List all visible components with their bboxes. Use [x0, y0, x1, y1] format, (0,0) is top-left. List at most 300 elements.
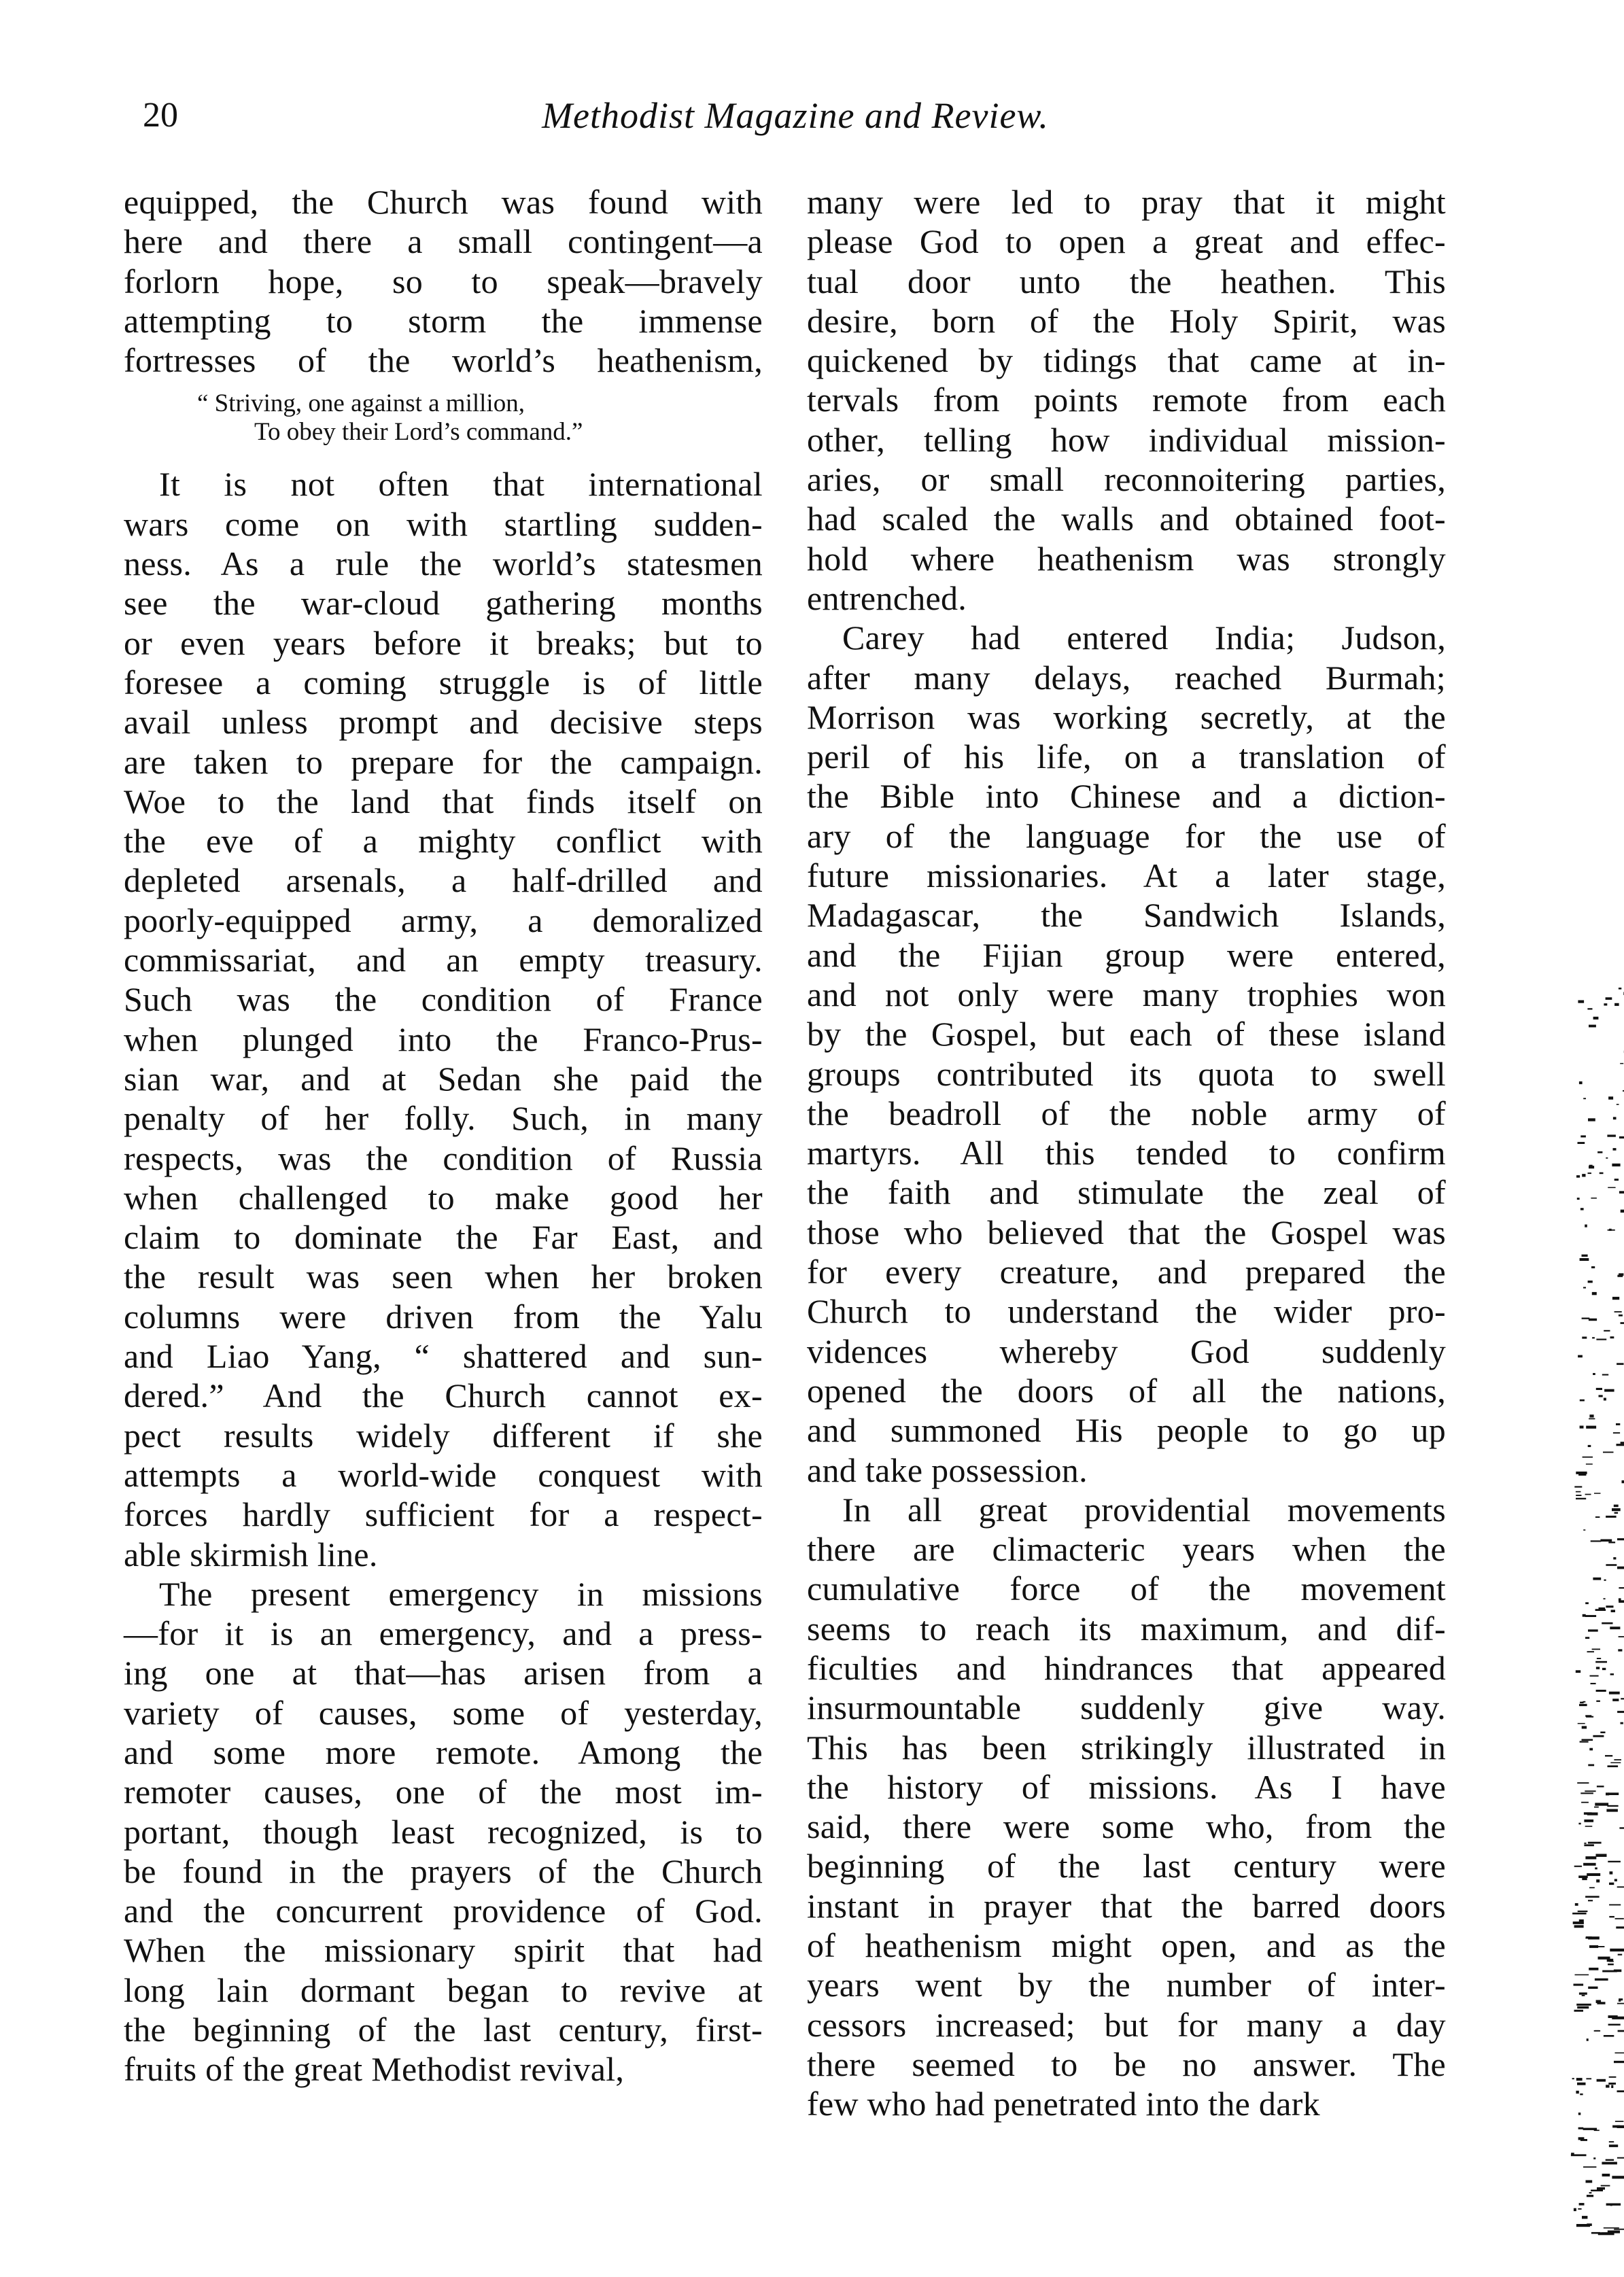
- scan-speck: [1609, 1916, 1614, 1917]
- text-line: able skirmish line.: [124, 1535, 378, 1574]
- scan-speck: [1617, 2003, 1624, 2004]
- text-line: respects, was the condition of Russia: [124, 1138, 763, 1177]
- scan-speck: [1588, 1987, 1597, 1989]
- text-line: by the Gospel, but each of these island: [807, 1015, 1446, 1054]
- scan-speck: [1609, 1905, 1621, 1906]
- text-line: Woe to the land that finds itself on: [124, 782, 763, 820]
- scan-speck: [1583, 2128, 1597, 2130]
- scan-speck: [1603, 1452, 1614, 1453]
- scan-speck: [1577, 2006, 1589, 2009]
- scan-speck: [1586, 2078, 1591, 2079]
- text-line: those who believed that the Gospel was: [807, 1213, 1446, 1251]
- text-line: forces hardly sufficient for a respect-: [124, 1495, 763, 1534]
- scan-speck: [1589, 1166, 1594, 1168]
- scan-speck: [1619, 1827, 1624, 1828]
- left-column-body-lines: [124, 464, 763, 2089]
- scan-speck: [1585, 1637, 1589, 1639]
- scan-speck: [1622, 1480, 1624, 1483]
- text-line: said, there were some who, from the: [807, 1807, 1446, 1846]
- scan-speck: [1578, 1911, 1588, 1912]
- scan-speck: [1577, 2083, 1586, 2085]
- scan-speck: [1572, 1913, 1587, 1915]
- scan-speck: [1609, 2141, 1614, 2142]
- text-line: tervals from points remote from each: [807, 381, 1446, 419]
- scan-speck: [1578, 1001, 1584, 1003]
- text-line: quickened by tidings that came at in-: [807, 341, 1446, 380]
- text-line: and take possession.: [807, 1450, 1088, 1489]
- text-line: vidences whereby God suddenly: [807, 1332, 1446, 1370]
- right-column-body-lines: [807, 182, 1446, 2124]
- scan-speck: [1594, 1807, 1599, 1808]
- page-number: 20: [143, 96, 178, 135]
- scan-speck: [1599, 1395, 1603, 1397]
- scan-speck: [1611, 1610, 1615, 1612]
- scan-speck: [1606, 2085, 1609, 2087]
- scan-speck: [1619, 988, 1621, 990]
- text-line: seems to reach its maximum, and dif-: [807, 1609, 1446, 1648]
- scan-speck: [1608, 1096, 1613, 1099]
- scan-speck: [1609, 1883, 1614, 1885]
- running-head: Methodist Magazine and Review.: [542, 95, 1049, 136]
- text-line: attempts a world-wide conquest with: [124, 1455, 763, 1494]
- text-line: ness. As a rule the world’s statesmen: [124, 544, 763, 583]
- scan-speck: [1579, 1081, 1583, 1084]
- scan-edge-noise: [1550, 986, 1624, 2243]
- scan-speck: [1582, 1337, 1587, 1339]
- text-line: ficulties and hindrances that appeared: [807, 1648, 1446, 1687]
- text-line: forlorn hope, so to speak—bravely: [124, 262, 763, 300]
- scan-speck: [1602, 2174, 1610, 2176]
- scan-speck: [1607, 1134, 1616, 1136]
- scan-speck: [1588, 1172, 1592, 1174]
- scan-speck: [1591, 2190, 1603, 2192]
- scan-speck: [1595, 1609, 1606, 1611]
- scan-speck: [1587, 1813, 1598, 1815]
- scan-speck: [1576, 1495, 1581, 1496]
- scan-speck: [1585, 1494, 1591, 1495]
- scan-speck: [1587, 1873, 1600, 1876]
- scan-speck: [1588, 1765, 1594, 1767]
- scan-speck: [1593, 1373, 1595, 1375]
- scan-speck: [1581, 1802, 1589, 1803]
- scan-speck: [1606, 1809, 1618, 1812]
- scan-speck: [1589, 1968, 1598, 1970]
- text-line: avail unless prompt and decisive steps: [124, 703, 763, 742]
- scan-speck: [1596, 1388, 1602, 1390]
- scan-speck: [1596, 1667, 1600, 1669]
- text-line: the faith and stimulate the zeal of: [807, 1173, 1446, 1212]
- scan-speck: [1602, 1374, 1608, 1376]
- scan-speck: [1614, 1003, 1619, 1006]
- scan-speck: [1587, 2038, 1589, 2041]
- verse-quotation: [124, 389, 763, 447]
- scan-speck: [1571, 2154, 1587, 2156]
- text-line: ing one at that—has arisen from a: [124, 1654, 763, 1692]
- scan-speck: [1602, 1622, 1612, 1624]
- scan-speck: [1580, 1258, 1589, 1261]
- scan-speck: [1605, 1755, 1612, 1756]
- scan-speck: [1574, 1486, 1582, 1487]
- text-line: had scaled the walls and obtained foot-: [807, 500, 1446, 538]
- text-line: please God to open a great and effec-: [807, 222, 1446, 261]
- text-line: tual door unto the heathen. This: [807, 262, 1446, 300]
- text-line: claim to dominate the Far East, and: [124, 1218, 763, 1257]
- scan-speck: [1585, 1790, 1595, 1792]
- scan-speck: [1600, 1732, 1605, 1734]
- scan-speck: [1606, 997, 1612, 1000]
- scan-speck: [1594, 1493, 1601, 1494]
- scan-speck: [1576, 2078, 1583, 2081]
- scan-speck: [1617, 1567, 1624, 1569]
- scan-speck: [1588, 1445, 1591, 1447]
- scan-speck: [1587, 1651, 1595, 1652]
- scan-speck: [1588, 1900, 1593, 1901]
- text-line: When the missionary spirit that had: [124, 1931, 763, 1970]
- scan-speck: [1582, 1174, 1585, 1177]
- text-line: entrenched.: [807, 578, 967, 617]
- scan-speck: [1617, 1886, 1624, 1888]
- text-line: Church to understand the wider pro-: [807, 1292, 1446, 1331]
- scan-speck: [1584, 1844, 1594, 1846]
- text-line: when plunged into the Franco-Prus-: [124, 1020, 763, 1058]
- scan-speck: [1585, 1615, 1596, 1617]
- scan-speck: [1591, 1198, 1597, 1199]
- scan-speck: [1618, 1649, 1622, 1651]
- text-line: aries, or small reconnoitering parties,: [807, 460, 1446, 499]
- text-line: for every creature, and prepared the: [807, 1253, 1446, 1291]
- text-line: here and there a small contingent—a: [124, 222, 763, 261]
- scan-speck: [1583, 1529, 1585, 1531]
- scan-speck: [1578, 1875, 1588, 1878]
- scan-speck: [1614, 1759, 1621, 1760]
- text-line: and the Fijian group were entered,: [807, 935, 1446, 974]
- scan-speck: [1574, 1925, 1584, 1928]
- scan-speck: [1614, 1512, 1619, 1514]
- scan-speck: [1584, 1820, 1593, 1822]
- scan-speck: [1579, 1919, 1584, 1922]
- scan-speck: [1583, 1701, 1585, 1703]
- text-line: the history of missions. As I have: [807, 1767, 1446, 1806]
- scan-speck: [1583, 1098, 1586, 1099]
- scan-speck: [1596, 1701, 1600, 1702]
- scan-speck: [1585, 1826, 1593, 1827]
- text-line: the eve of a mighty conflict with: [124, 822, 763, 861]
- text-line: desire, born of the Holy Spirit, was: [807, 301, 1446, 340]
- scan-speck: [1611, 2085, 1613, 2089]
- scan-speck: [1580, 1741, 1589, 1742]
- scan-speck: [1617, 1538, 1624, 1540]
- scan-speck: [1595, 1867, 1597, 1869]
- scan-speck: [1608, 2024, 1621, 2026]
- scan-speck: [1578, 2127, 1584, 2130]
- scan-speck: [1589, 1887, 1595, 1888]
- scan-speck: [1586, 1426, 1596, 1429]
- scan-speck: [1606, 1564, 1617, 1566]
- scan-speck: [1573, 1922, 1584, 1924]
- scan-speck: [1580, 2093, 1583, 2095]
- scan-speck: [1619, 1315, 1623, 1317]
- scan-speck: [1618, 2030, 1624, 2032]
- text-line: the beadroll of the noble army of: [807, 1094, 1446, 1132]
- scan-speck: [1579, 1992, 1587, 1994]
- scan-speck: [1606, 2204, 1621, 2206]
- text-line: poorly-equipped army, a demoralized: [124, 901, 763, 939]
- scan-speck: [1589, 2192, 1592, 2193]
- scan-speck: [1621, 1210, 1624, 1213]
- scan-speck: [1604, 1598, 1606, 1599]
- scan-speck: [1617, 2157, 1624, 2159]
- scan-speck: [1595, 1979, 1608, 1981]
- scan-speck: [1608, 1964, 1614, 1966]
- scan-speck: [1572, 2078, 1574, 2079]
- text-line: ary of the language for the use of: [807, 816, 1446, 855]
- text-line: and not only were many trophies won: [807, 975, 1446, 1013]
- scan-speck: [1585, 1896, 1600, 1898]
- scan-speck: [1617, 1711, 1624, 1713]
- scan-speck: [1614, 2061, 1624, 2063]
- scan-speck: [1621, 1722, 1623, 1724]
- scan-speck: [1576, 1670, 1580, 1673]
- scan-speck: [1600, 1172, 1604, 1175]
- scan-speck: [1612, 1164, 1620, 1166]
- scan-speck: [1589, 1414, 1593, 1417]
- scan-speck: [1576, 1498, 1586, 1499]
- scan-speck: [1619, 1600, 1624, 1603]
- scan-speck: [1592, 1292, 1597, 1295]
- scan-speck: [1609, 2076, 1617, 2078]
- scan-speck: [1614, 1179, 1619, 1181]
- scan-speck: [1616, 1926, 1624, 1928]
- scan-speck: [1597, 2079, 1606, 2082]
- scan-speck: [1610, 1627, 1620, 1629]
- scan-speck: [1580, 1208, 1584, 1210]
- scan-speck: [1621, 1322, 1624, 1324]
- scan-speck: [1619, 1998, 1623, 2000]
- scan-speck: [1580, 1792, 1593, 1794]
- scan-speck: [1578, 2113, 1581, 2115]
- scan-speck: [1609, 2144, 1618, 2147]
- scan-speck: [1586, 1936, 1592, 1939]
- scan-speck: [1596, 1854, 1607, 1857]
- scan-speck: [1604, 2035, 1614, 2037]
- scan-speck: [1574, 1866, 1582, 1867]
- scan-speck: [1587, 2195, 1593, 2197]
- scan-speck: [1586, 2180, 1593, 2183]
- scan-speck: [1595, 1661, 1607, 1663]
- scan-speck: [1596, 2000, 1602, 2004]
- text-line: hold where heathenism was strongly: [807, 539, 1446, 578]
- scan-speck: [1576, 2224, 1590, 2227]
- scan-speck: [1608, 2083, 1616, 2085]
- scan-speck: [1589, 1748, 1593, 1751]
- text-line: there seemed to be no answer. The: [807, 2045, 1446, 2083]
- scan-speck: [1582, 1739, 1593, 1741]
- text-line: foresee a coming struggle is of little: [124, 663, 763, 701]
- text-line: Madagascar, the Sandwich Islands,: [807, 896, 1446, 935]
- scan-speck: [1592, 1649, 1600, 1650]
- scan-speck: [1580, 1400, 1585, 1402]
- text-line: opened the doors of all the nations,: [807, 1371, 1446, 1410]
- scan-speck: [1601, 2185, 1610, 2187]
- text-line: It is not often that international: [159, 465, 763, 504]
- scan-speck: [1585, 1715, 1591, 1717]
- scan-speck: [1582, 1726, 1587, 1728]
- scan-speck: [1574, 2010, 1584, 2012]
- scan-speck: [1593, 2157, 1595, 2159]
- left-column-opening-lines: [124, 182, 763, 380]
- scan-speck: [1608, 1542, 1615, 1543]
- scan-speck: [1608, 2231, 1620, 2233]
- scan-speck: [1579, 1704, 1587, 1706]
- scan-speck: [1585, 1856, 1596, 1859]
- scan-speck: [1590, 1675, 1599, 1677]
- scan-speck: [1596, 1879, 1600, 1882]
- scan-speck: [1596, 1339, 1606, 1340]
- text-line: peril of his life, on a translation of: [807, 737, 1446, 776]
- scan-speck: [1585, 1225, 1587, 1228]
- scan-speck: [1585, 1602, 1589, 1604]
- text-line: portant, though least recognized, is to: [124, 1812, 763, 1851]
- scan-speck: [1610, 1336, 1614, 1338]
- scan-speck: [1580, 1135, 1586, 1137]
- scan-speck: [1617, 1104, 1619, 1105]
- text-line: and some more remote. Among the: [124, 1733, 763, 1771]
- scan-speck: [1586, 1463, 1593, 1465]
- scan-speck: [1613, 1432, 1620, 1433]
- text-line: many were led to pray that it might: [807, 183, 1446, 221]
- text-line: columns were driven from the Yalu: [124, 1297, 763, 1336]
- scan-speck: [1610, 1762, 1621, 1764]
- scan-speck: [1602, 2162, 1617, 2165]
- scan-speck: [1602, 1668, 1606, 1670]
- scan-speck: [1588, 1118, 1595, 1121]
- scan-speck: [1596, 1690, 1606, 1692]
- text-line: commissariat, and an empty treasury.: [124, 941, 763, 979]
- text-line: and Liao Yang, “ shattered and sun-: [124, 1337, 763, 1376]
- scan-speck: [1608, 1765, 1619, 1767]
- scan-speck: [1614, 2229, 1624, 2230]
- scan-speck: [1591, 1540, 1602, 1542]
- scan-speck: [1580, 2139, 1587, 2141]
- scan-speck: [1612, 2125, 1620, 2128]
- text-line: the result was seen when her broken: [124, 1257, 763, 1296]
- text-line: the Bible into Chinese and a diction-: [807, 777, 1446, 816]
- scan-speck: [1612, 1297, 1619, 1300]
- text-line: depleted arsenals, a half-drilled and: [124, 861, 763, 900]
- scan-speck: [1602, 2232, 1610, 2234]
- text-line: of heathenism might open, and as the: [807, 1926, 1446, 1965]
- scan-speck: [1606, 1605, 1613, 1607]
- scan-speck: [1610, 2204, 1612, 2206]
- scan-speck: [1591, 1266, 1595, 1268]
- scan-speck: [1609, 1229, 1612, 1231]
- scan-speck: [1588, 1842, 1602, 1844]
- scan-speck: [1612, 1699, 1619, 1701]
- right-column: [807, 182, 1446, 2124]
- scan-speck: [1621, 1698, 1624, 1699]
- scan-speck: [1610, 1871, 1613, 1874]
- text-line: fortresses of the world’s heathenism,: [124, 341, 763, 380]
- scan-speck: [1604, 1398, 1606, 1401]
- scan-speck: [1582, 1255, 1588, 1257]
- text-line: cumulative force of the movement: [807, 1569, 1446, 1608]
- scan-speck: [1588, 1629, 1598, 1631]
- text-line: This has been strikingly illustrated in: [807, 1728, 1446, 1767]
- scan-speck: [1617, 1363, 1623, 1365]
- scan-speck: [1604, 1330, 1610, 1332]
- text-line: long lain dormant began to revive at: [124, 1970, 763, 2009]
- left-column: [124, 182, 763, 2089]
- scan-speck: [1576, 2004, 1591, 2006]
- text-line: cessors increased; but for many a day: [807, 2005, 1446, 2044]
- scan-speck: [1606, 1158, 1608, 1159]
- text-line: instant in prayer that the barred doors: [807, 1886, 1446, 1925]
- scan-speck: [1604, 1389, 1614, 1392]
- scan-speck: [1576, 1472, 1587, 1474]
- scan-speck: [1582, 1995, 1585, 1996]
- scan-speck: [1609, 1692, 1620, 1694]
- scan-speck: [1575, 1975, 1589, 1976]
- scan-speck: [1574, 1984, 1584, 1986]
- scan-speck: [1607, 1805, 1618, 1807]
- scan-speck: [1578, 1723, 1585, 1724]
- text-line: wars come on with startling sudden-: [124, 504, 763, 543]
- scan-speck: [1578, 1142, 1585, 1144]
- scan-speck: [1619, 1636, 1624, 1637]
- scan-speck: [1594, 2030, 1600, 2032]
- scan-speck: [1621, 1442, 1624, 1444]
- scan-speck: [1598, 1578, 1600, 1580]
- text-line: groups contributed its quota to swell: [807, 1054, 1446, 1093]
- text-line: dered.” And the Church cannot ex-: [124, 1376, 763, 1415]
- scan-speck: [1619, 1136, 1624, 1138]
- scan-speck: [1608, 2015, 1618, 2018]
- scan-speck: [1606, 2159, 1614, 2161]
- text-line: when challenged to make good her: [124, 1178, 763, 1217]
- scan-speck: [1604, 2227, 1619, 2229]
- scan-speck: [1614, 1879, 1617, 1881]
- scan-speck: [1583, 1614, 1586, 1617]
- scan-speck: [1618, 1949, 1624, 1951]
- scan-speck: [1600, 1540, 1612, 1542]
- scan-speck: [1617, 1275, 1623, 1277]
- scan-speck: [1589, 1025, 1596, 1028]
- scan-speck: [1588, 1281, 1593, 1283]
- scan-speck: [1587, 1008, 1592, 1009]
- scan-speck: [1597, 1786, 1604, 1787]
- text-line: be found in the prayers of the Church: [124, 1852, 763, 1890]
- scan-speck: [1583, 2166, 1596, 2168]
- scan-speck: [1584, 1843, 1586, 1844]
- scan-speck: [1597, 1946, 1605, 1947]
- text-line: Carey had entered India; Judson,: [842, 619, 1446, 657]
- scan-speck: [1591, 1683, 1596, 1684]
- text-line: insurmountable suddenly give way.: [807, 1688, 1446, 1727]
- text-line: and the concurrent providence of God.: [124, 1892, 763, 1930]
- scan-speck: [1613, 1117, 1617, 1119]
- scan-speck: [1617, 2090, 1624, 2092]
- scan-speck: [1619, 1587, 1624, 1588]
- text-line: sian war, and at Sedan she paid the: [124, 1059, 763, 1098]
- scan-speck: [1592, 1337, 1595, 1338]
- scan-speck: [1602, 1970, 1617, 1972]
- scan-speck: [1615, 1918, 1624, 1919]
- text-line: Such was the condition of France: [124, 980, 763, 1019]
- scan-speck: [1589, 1419, 1595, 1420]
- scan-speck: [1579, 2203, 1585, 2206]
- scan-speck: [1583, 1457, 1593, 1458]
- scan-speck: [1597, 2187, 1605, 2190]
